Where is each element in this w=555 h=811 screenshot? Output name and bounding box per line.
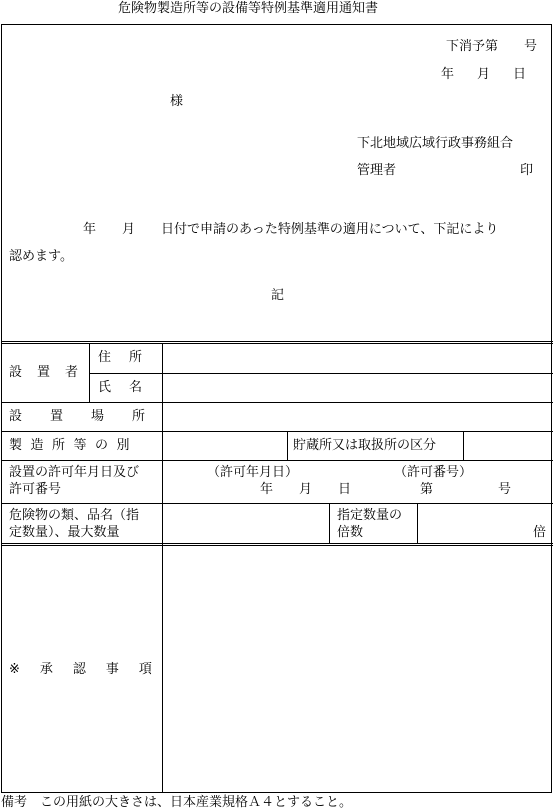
label-jusho: 住所 [98,350,161,365]
label-setchisha: 設置者 [9,365,94,380]
label-hazard-2: 定数量）、最大数量 [9,525,120,540]
issue-date: 年 月 日 [440,67,531,82]
table-top-rule [1,341,553,344]
row-divider-address [89,373,553,374]
row-divider-owner [1,402,553,403]
col-divider-type-1 [287,431,288,460]
row-divider-hazard [1,543,553,546]
label-setchi-basho: 設置場所 [9,409,174,424]
permit-number-caption: （許可番号） [394,465,473,480]
label-shimei: 氏名 [98,380,161,395]
body-line-2: 認めます。 [9,249,73,264]
body-line-1: 年 月 日付で申請のあった特例基準の適用について、下記により [83,222,499,237]
footer-note: 備考 この用紙の大きさは、日本産業規格Ａ４とすること。 [1,795,353,810]
issuer-title: 管理者 [357,163,397,178]
label-storage-type: 貯蔵所又は取扱所の区分 [293,438,437,453]
ki-heading: 記 [271,288,285,303]
label-permit-2: 許可番号 [9,482,62,497]
row-divider-permit [1,503,553,504]
permit-date-value: 年 月 日 [260,482,352,497]
col-divider-type-2 [463,431,464,460]
label-approval: ※承認事項 [9,662,172,677]
col-divider-hazard-1 [329,503,330,544]
issuer-org: 下北地域広域行政事務組合 [357,136,514,151]
addressee-suffix: 様 [170,94,184,109]
document-title: 危険物製造所等の設備等特例基準適用通知書 [118,1,379,16]
label-seizosho-betsu: 製造所等の別 [9,438,139,453]
seal-mark: 印 [520,163,534,178]
label-hazard-1: 危険物の類、品名（指 [9,508,140,523]
label-multiple-1: 指定数量の [337,508,403,523]
col-divider-hazard-2 [417,503,418,544]
row-divider-location [1,431,553,432]
label-multiple-2: 倍数 [337,525,364,540]
multiple-unit: 倍 [533,525,547,540]
permit-number-value: 第 号 [420,482,512,497]
doc-number: 下消予第 号 [445,39,537,54]
row-divider-type [1,460,553,461]
permit-date-caption: （許可年月日） [207,465,299,480]
label-permit-1: 設置の許可年月日及び [9,465,140,480]
